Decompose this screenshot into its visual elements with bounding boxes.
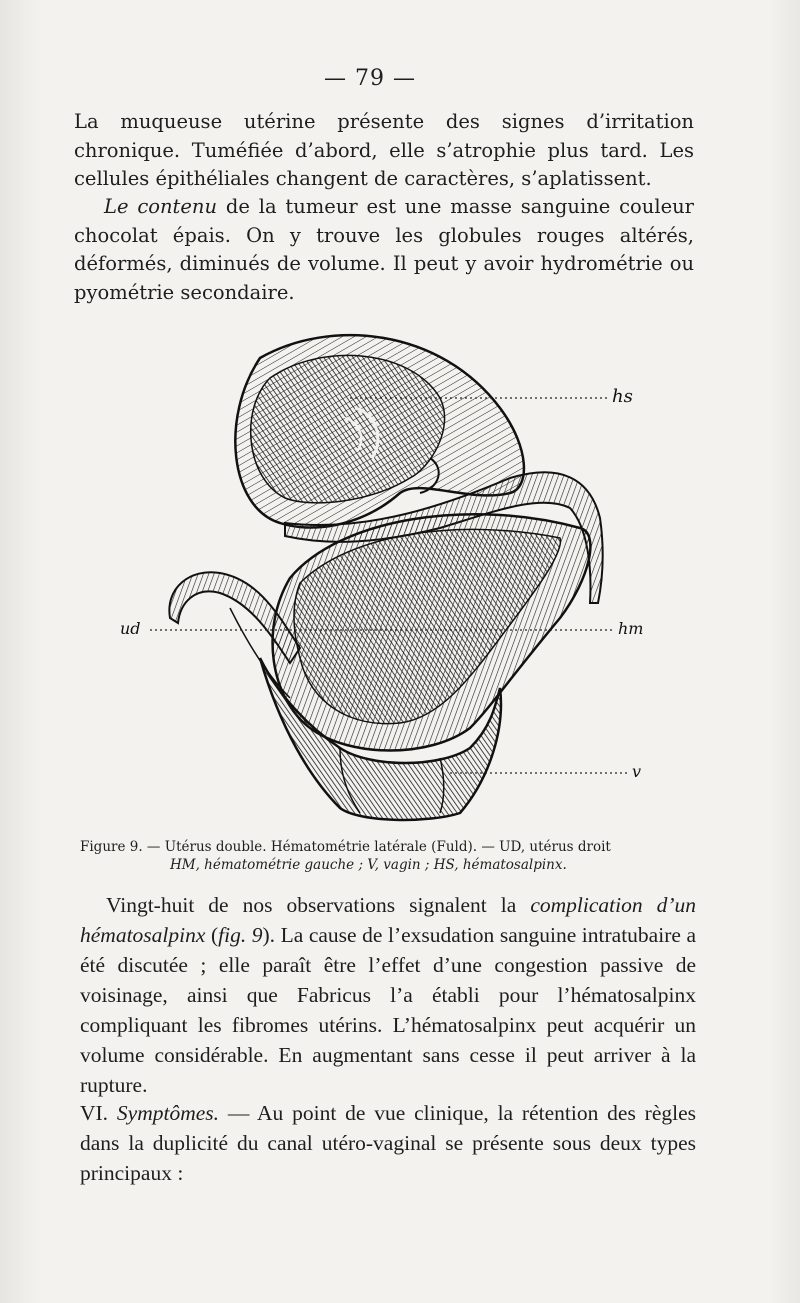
paragraph-2-lead: Le contenu: [104, 195, 218, 218]
paragraph-3-part-1: Vingt-huit de nos observations signalent la: [106, 893, 531, 917]
paragraph-1: La muqueuse utérine présente des signes d’irritation chronique. Tuméfiée d’abord, elle s’atrophie plus tard. Les cellules épithéliales changent de caractères, s’aplatissent.: [74, 110, 694, 190]
paragraph-3-italic-1: complication d’un hématosalpinx: [80, 893, 697, 947]
caption-line-2: HM, hématométrie gauche ; V, vagin ; HS, hématosalpinx.: [170, 857, 567, 873]
page-number: — 79 —: [324, 66, 416, 91]
paragraph-3-part-3: ). La cause de l’exsudation sanguine intratubaire a été discutée ; elle paraît être l’effet d’une congestion passive de voisinage, ainsi que Fabricus l’a établi pour l’hématosalpinx compliquant les fibromes utérins. L’hématosalpinx peut acquérir un volume considérable. En augmentant sans cesse il peut arriver à la rupture.: [80, 923, 696, 1097]
paragraph-3: [80, 890, 696, 1100]
paragraph-3-part-2: (: [205, 923, 219, 947]
paragraph-2-rest: de la tumeur est une masse sanguine couleur chocolat épais. On y trouve les globules rouges altérés, déformés, diminués de volume. Il peut y avoir hydrométrie ou pyométrie secondaire.: [74, 195, 694, 304]
label-hm: hm: [618, 619, 644, 638]
paragraph-3-italic-2: fig. 9: [218, 923, 263, 947]
paragraph-4-heading: Symptômes.: [116, 1101, 220, 1125]
label-v: v: [632, 762, 642, 781]
label-ud: ud: [120, 619, 141, 638]
paragraph-4-numeral: VI.: [80, 1101, 117, 1125]
label-hs: hs: [612, 386, 633, 407]
paragraph-2: [74, 193, 694, 307]
caption-line-1: Figure 9. — Utérus double. Hématométrie latérale (Fuld). — UD, utérus droit: [80, 839, 611, 855]
paragraph-4: [80, 1098, 696, 1188]
uterus-drawing: [110, 318, 670, 833]
paragraph-4-rest: — Au point de vue clinique, la rétention des règles dans la duplicité du canal utéro-vaginal se présente sous deux types principaux :: [80, 1101, 697, 1185]
figure-caption: [80, 838, 690, 874]
figure-9-illustration: [110, 318, 670, 833]
